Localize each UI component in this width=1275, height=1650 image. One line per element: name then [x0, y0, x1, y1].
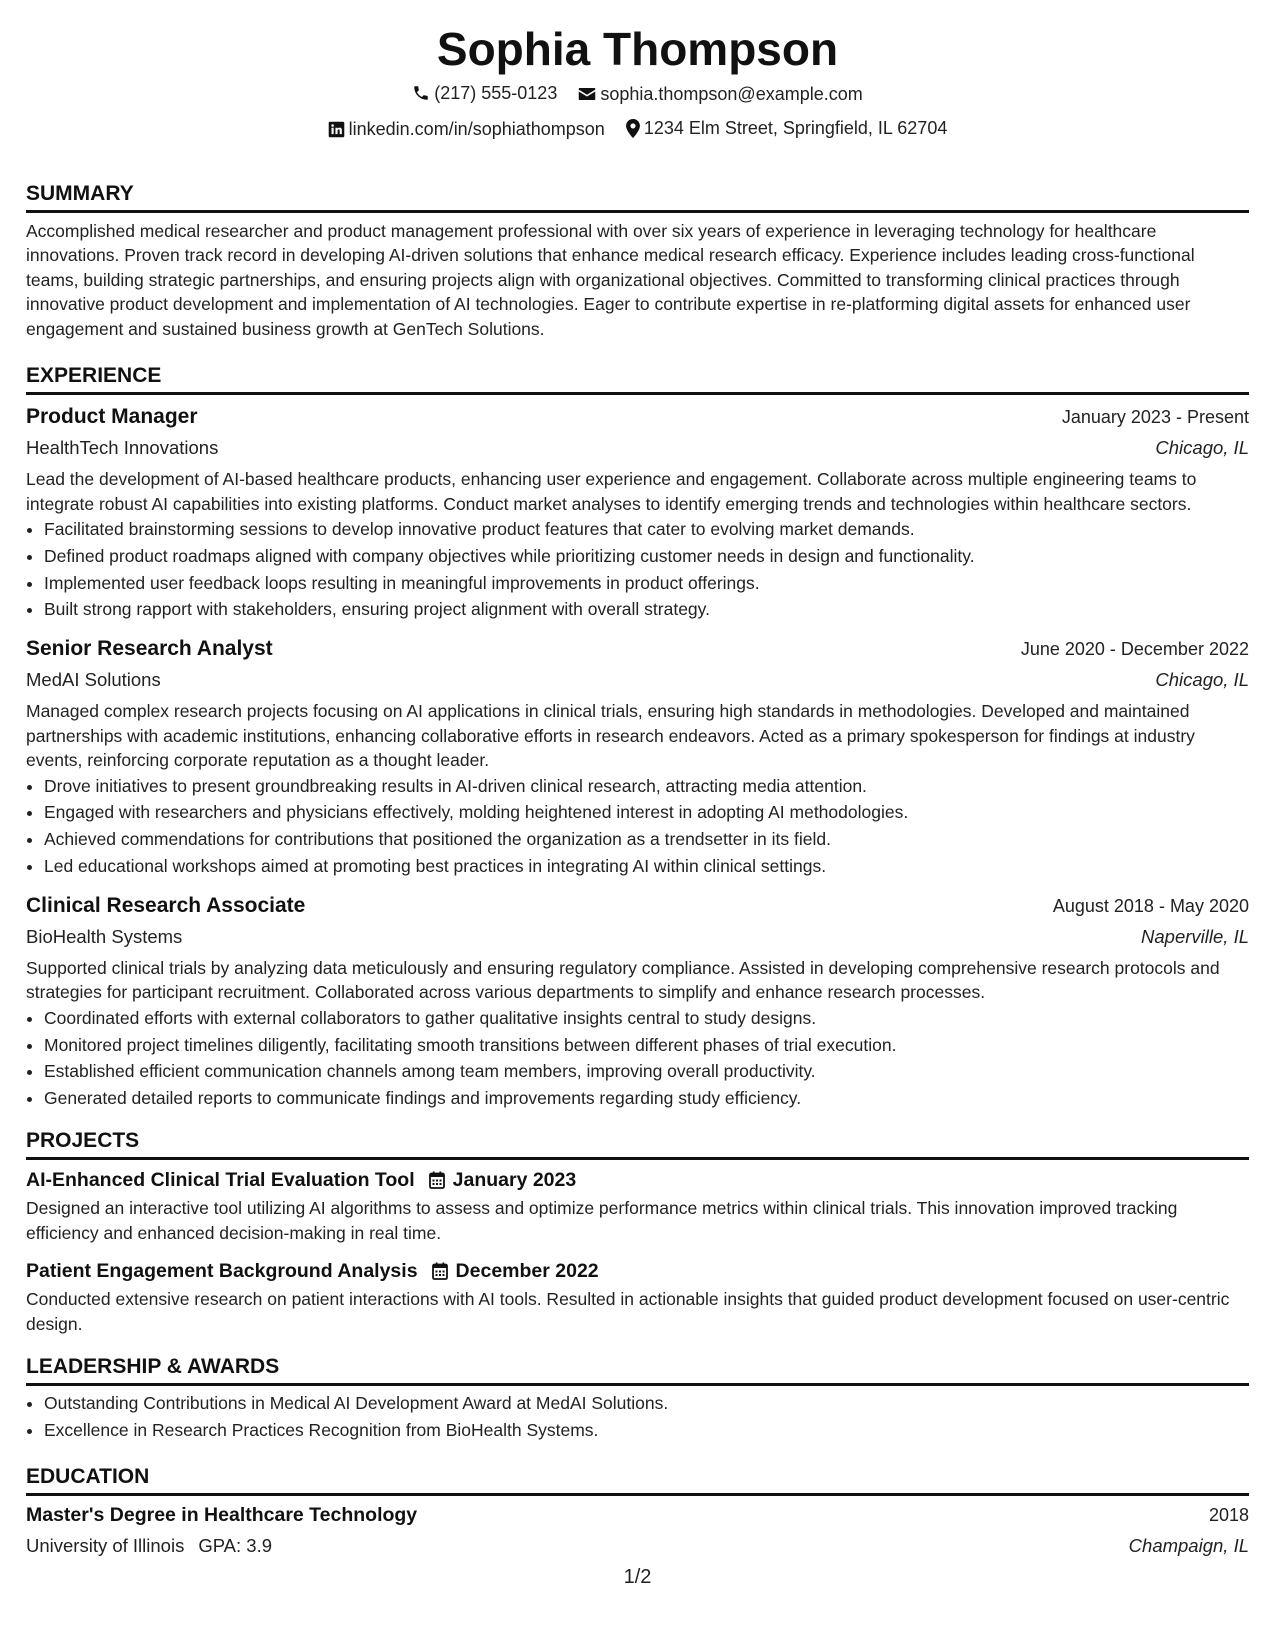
calendar-icon [429, 1171, 445, 1189]
job-bullets [26, 1005, 1249, 1112]
job-entry [26, 890, 1249, 1112]
experience-section [26, 361, 1249, 1112]
phone-text: (217) 555-0123 [434, 83, 558, 103]
summary-section [26, 179, 1249, 342]
job-entry [26, 401, 1249, 623]
envelope-icon [578, 86, 596, 102]
list-item: • Led educational workshops aimed at promoting best practices in integrating AI within clinical settings. [44, 853, 1249, 880]
job-entry [26, 633, 1249, 880]
list-item: • Excellence in Research Practices Recognition from BioHealth Systems. [44, 1417, 1249, 1444]
graduation-year: 2018 [1208, 1504, 1249, 1525]
job-company: BioHealth Systems [26, 925, 183, 947]
project-description: Conducted extensive research on patient interactions with AI tools. Resulted in actionable insights that guided product development focused on user-centric design. [26, 1289, 1230, 1334]
leadership-title: LEADERSHIP & AWARDS [26, 1352, 1249, 1386]
list-item: • Drove initiatives to present groundbreaking results in AI-driven clinical research, attracting media attention. [44, 773, 1249, 800]
project-entry [26, 1166, 1249, 1245]
awards-list [26, 1390, 1249, 1444]
job-company: MedAI Solutions [26, 669, 161, 691]
summary-title: SUMMARY [26, 179, 1249, 213]
job-bullets [26, 516, 1249, 623]
job-dates: January 2023 - Present [1061, 407, 1249, 427]
leadership-section [26, 1352, 1249, 1444]
candidate-name: Sophia Thompson [436, 23, 839, 75]
list-item: • Defined product roadmaps aligned with company objectives while prioritizing customer needs in design and functionality. [44, 543, 1249, 570]
list-item: • Built strong rapport with stakeholders, ensuring project alignment with overall strategy. [44, 596, 1249, 623]
job-location: Chicago, IL [1155, 669, 1249, 691]
list-item: • Engaged with researchers and physicians effectively, molding heightened interest in adopting AI methodologies. [44, 799, 1249, 826]
school-location: Champaign, IL [1128, 1534, 1249, 1556]
school-name: University of Illinois [26, 1534, 185, 1556]
experience-title: EXPERIENCE [26, 361, 1249, 395]
job-description: Managed complex research projects focusing on AI applications in clinical trials, ensuring high standards in methodologies. Developed and maintained partnerships with academic institutions, enhancing collaborative efforts in research endeavors. Acted as a primary spokesperson for findings at industry events, reinforcing corporate reputation as a thought leader. [26, 701, 1195, 771]
project-description: Designed an interactive tool utilizing AI algorithms to assess and optimize performance metrics within clinical trials. This innovation improved tracking efficiency and enhanced decision-making in real time. [26, 1198, 1178, 1243]
contact-line-2 [26, 115, 1249, 145]
project-date: January 2023 [452, 1169, 577, 1192]
job-bullets [26, 773, 1249, 880]
job-dates: June 2020 - December 2022 [1020, 639, 1249, 660]
linkedin-icon [328, 121, 345, 138]
job-title: Senior Research Analyst [26, 637, 273, 661]
phone-contact[interactable] [412, 80, 557, 106]
list-item: • Established efficient communication channels among team members, improving overall productivity. [44, 1058, 1249, 1085]
education-title: EDUCATION [26, 1462, 1249, 1496]
job-title: Clinical Research Associate [26, 893, 306, 917]
address-contact [626, 115, 948, 141]
linkedin-text: linkedin.com/in/sophiathompson [348, 119, 605, 139]
resume-header [26, 22, 1249, 145]
job-dates: August 2018 - May 2020 [1052, 895, 1249, 916]
job-location: Naperville, IL [1141, 925, 1249, 947]
job-description: Lead the development of AI-based healthcare products, enhancing user experience and engagement. Collaborate across multiple engineering teams to integrate robust AI capabilities into existing platforms. Conduct market analyses to identify emerging trends and technologies within healthcare sectors. [26, 469, 1197, 514]
map-pin-icon [626, 119, 640, 138]
email-contact[interactable] [578, 81, 862, 107]
list-item: • Coordinated efforts with external collaborators to gather qualitative insights central to study designs. [44, 1005, 1249, 1032]
project-name: Patient Engagement Background Analysis [26, 1260, 418, 1283]
list-item: • Generated detailed reports to communicate findings and improvements regarding study efficiency. [44, 1085, 1249, 1112]
contact-line-1 [26, 80, 1249, 109]
address-text: 1234 Elm Street, Springfield, IL 62704 [643, 118, 948, 138]
gpa-text: GPA: 3.9 [198, 1534, 273, 1556]
job-company: HealthTech Innovations [26, 437, 219, 458]
summary-text: Accomplished medical researcher and product management professional with over six years of experience in leveraging technology for healthcare innovations. Proven track record in developing AI-driven solutions that enhance medical research efficacy. Experience includes leading cross-functional teams, building strategic partnerships, and ensuring projects align with organizational objectives. Committed to transforming clinical practices through innovative product development and implementation of AI technologies. Eager to contribute expertise in re-platforming digital assets for enhanced user engagement and sustained business growth at GenTech Solutions. [26, 220, 1195, 339]
job-title: Product Manager [26, 405, 198, 428]
calendar-icon [432, 1262, 448, 1280]
page-number: 1/2 [623, 1566, 652, 1588]
project-entry [26, 1257, 1249, 1336]
list-item: • Implemented user feedback loops resulting in meaningful improvements in product offerings. [44, 570, 1249, 597]
job-location: Chicago, IL [1155, 437, 1249, 458]
education-section [26, 1462, 1249, 1561]
linkedin-contact[interactable] [328, 116, 605, 142]
project-name: AI-Enhanced Clinical Trial Evaluation Tool [26, 1169, 415, 1192]
degree-name: Master's Degree in Healthcare Technology [26, 1503, 418, 1526]
list-item: • Outstanding Contributions in Medical AI Development Award at MedAI Solutions. [44, 1390, 1249, 1417]
list-item: • Monitored project timelines diligently, facilitating smooth transitions between different phases of trial execution. [44, 1032, 1249, 1059]
list-item: • Achieved commendations for contributions that positioned the organization as a trendsetter in its field. [44, 826, 1249, 853]
email-text: sophia.thompson@example.com [600, 84, 863, 104]
projects-title: PROJECTS [26, 1126, 1249, 1160]
list-item: • Facilitated brainstorming sessions to develop innovative product features that cater to evolving market demands. [44, 516, 1249, 543]
phone-icon [412, 84, 430, 102]
project-date: December 2022 [455, 1260, 599, 1283]
job-description: Supported clinical trials by analyzing data meticulously and ensuring regulatory compliance. Assisted in developing comprehensive research protocols and strategies for participant recruitment. Collaborated across various departments to simplify and enhance research processes. [26, 957, 1220, 1003]
projects-section [26, 1126, 1249, 1336]
